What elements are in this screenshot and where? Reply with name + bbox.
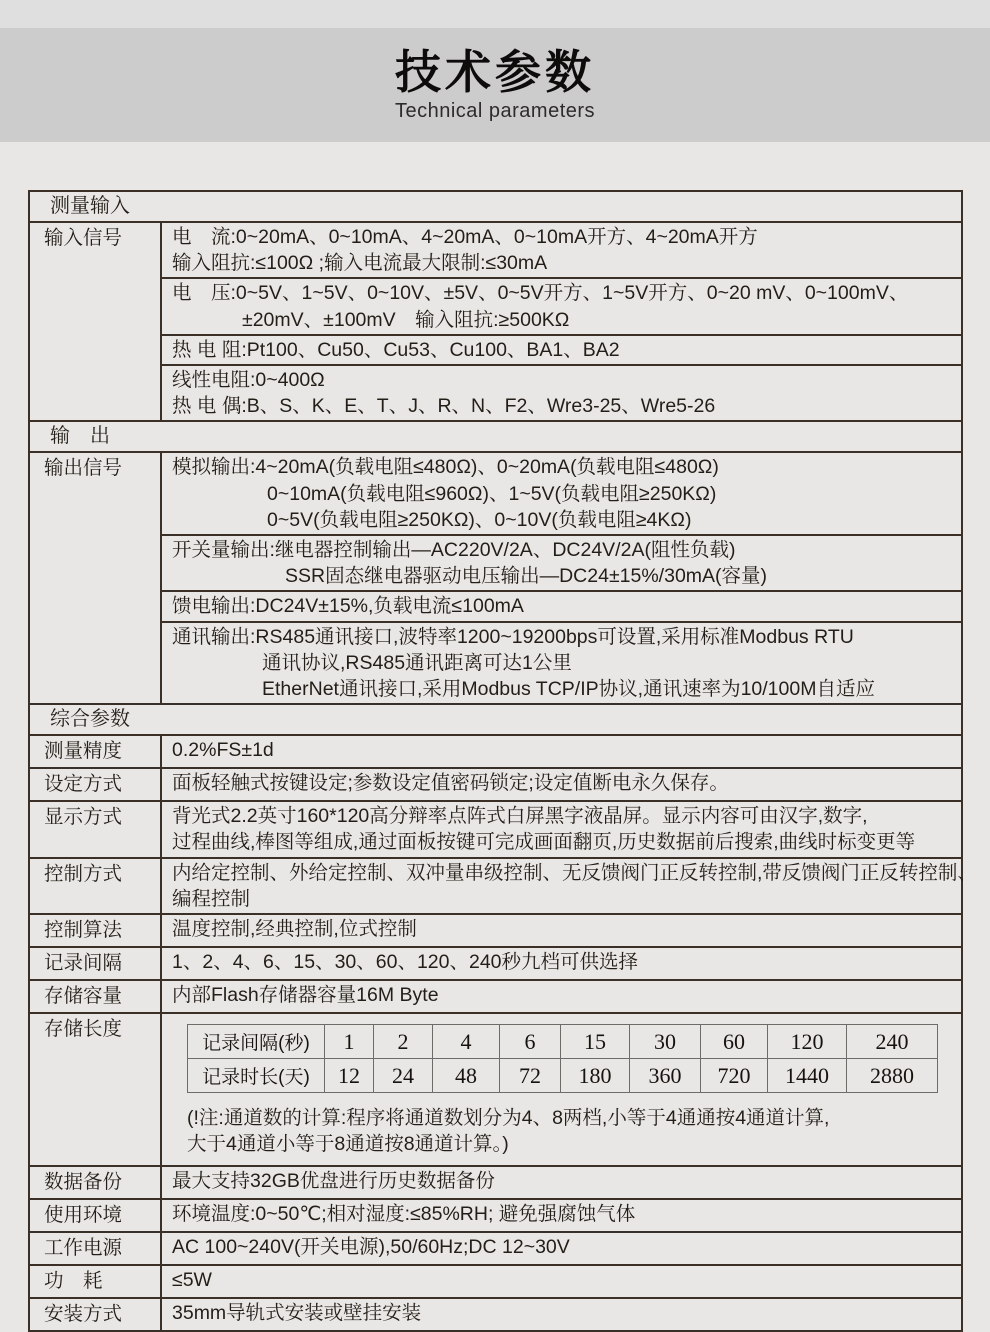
spec-text: 通讯协议,RS485通讯距离可达1公里	[262, 651, 572, 674]
subrow-feed-output	[162, 592, 961, 622]
row-input-signal	[28, 221, 963, 422]
spec-text: 通讯输出:RS485通讯接口,波特率1200~19200bps可设置,采用标准Modbus RTU	[172, 625, 854, 648]
row-label: 功 耗	[30, 1266, 162, 1297]
row-output-signal	[28, 451, 963, 705]
row-label: 控制方式	[30, 859, 162, 913]
row-label: 存储容量	[30, 981, 162, 1012]
section-measurement-input	[28, 190, 963, 223]
spec-text: 内部Flash存储器容量16M Byte	[172, 984, 439, 1007]
table-cell: 720	[701, 1059, 768, 1093]
table-cell: 2	[374, 1025, 433, 1059]
row-control-mode	[28, 857, 977, 915]
subrow-voltage	[162, 279, 961, 335]
section-title: 测量输入	[50, 195, 130, 217]
page-subtitle: Technical parameters	[394, 100, 596, 123]
spec-text: 电 流:0~20mA、0~10mA、4~20mA、0~10mA开方、4~20mA开方	[172, 226, 758, 248]
section-output	[28, 420, 963, 453]
subrow-analog-output	[162, 453, 961, 536]
row-display-mode	[28, 800, 963, 858]
row-label: 显示方式	[30, 802, 162, 856]
table-cell: 15	[561, 1025, 630, 1059]
row-storage-length	[28, 1012, 963, 1167]
spec-text: ≤5W	[172, 1269, 212, 1292]
spec-text: 输入阻抗:≤100Ω ;输入电流最大限制:≤30mA	[172, 252, 548, 275]
row-label: 输入信号	[30, 223, 162, 420]
spec-text: 1、2、4、6、15、30、60、120、240秒九档可供选择	[172, 951, 639, 974]
subrow-linear-thermocouple	[162, 366, 961, 420]
row-label: 设定方式	[30, 769, 162, 800]
row-label: 记录间隔	[30, 948, 162, 979]
row-power-consumption	[28, 1264, 963, 1299]
header-band	[0, 28, 990, 142]
table-row	[188, 1059, 938, 1093]
row-environment	[28, 1198, 963, 1233]
spec-text: 线性电阻:0~400Ω	[172, 369, 325, 392]
spec-table	[28, 190, 977, 1332]
row-label: 测量精度	[30, 736, 162, 767]
spec-text: 温度控制,经典控制,位式控制	[172, 918, 417, 941]
spec-text: SSR固态继电器驱动电压输出—DC24±15%/30mA(容量)	[285, 565, 768, 588]
table-cell: 360	[630, 1059, 701, 1093]
spec-text: ±20mV、±100mV 输入阻抗:≥500KΩ	[242, 308, 570, 331]
inner-col-header: 记录间隔(秒)	[188, 1025, 325, 1059]
table-cell: 30	[630, 1025, 701, 1059]
spec-text: 开关量输出:继电器控制输出—AC220V/2A、DC24V/2A(阻性负载)	[172, 539, 736, 562]
spec-text: 0~10mA(负载电阻≤960Ω)、1~5V(负载电阻≥250KΩ)	[267, 482, 717, 505]
row-label: 使用环境	[30, 1200, 162, 1231]
table-cell: 48	[433, 1059, 500, 1093]
row-label: 输出信号	[30, 453, 162, 703]
top-strip	[0, 0, 990, 28]
table-cell: 240	[847, 1025, 938, 1059]
spec-text: 内给定控制、外给定控制、双冲量串级控制、无反馈阀门正反转控制,带反馈阀门正反转控制、	[172, 861, 977, 884]
subrow-comm-output	[162, 623, 961, 704]
spec-text: 背光式2.2英寸160*120高分辩率点阵式白屏黑字液晶屏。显示内容可由汉字,数字,	[172, 805, 868, 828]
subrow-rtd	[162, 336, 961, 366]
spec-text: 35mm导轨式安装或壁挂安装	[172, 1302, 422, 1325]
spec-text: AC 100~240V(开关电源),50/60Hz;DC 12~30V	[172, 1236, 570, 1259]
inner-col-header: 记录时长(天)	[188, 1059, 325, 1093]
page-title: 技术参数	[395, 45, 595, 98]
row-label: 存储长度	[30, 1014, 162, 1165]
section-title: 输 出	[50, 425, 110, 448]
table-cell: 180	[561, 1059, 630, 1093]
subrow-switch-output	[162, 536, 961, 592]
row-accuracy	[28, 734, 963, 769]
row-label: 数据备份	[30, 1167, 162, 1198]
spec-text: 面板轻触式按键设定;参数设定值密码锁定;设定值断电永久保存。	[172, 772, 729, 795]
row-label: 安装方式	[30, 1299, 162, 1330]
spec-text: (!注:通道数的计算:程序将通道数划分为4、8两档,小等于4通通按4通道计算,	[187, 1107, 830, 1130]
table-cell: 4	[433, 1025, 500, 1059]
spec-text: 最大支持32GB优盘进行历史数据备份	[172, 1170, 495, 1193]
spec-text: 0~5V(负载电阻≥250KΩ)、0~10V(负载电阻≥4KΩ)	[267, 508, 692, 531]
table-cell: 2880	[847, 1059, 938, 1093]
row-setting-mode	[28, 767, 963, 802]
row-label: 控制算法	[30, 915, 162, 946]
section-general-params	[28, 703, 963, 736]
row-record-interval	[28, 946, 963, 981]
spec-text: 馈电输出:DC24V±15%,负载电流≤100mA	[172, 595, 524, 618]
spec-text: 大于4通道小等于8通道按8通道计算。)	[187, 1133, 509, 1156]
spec-text: 模拟输出:4~20mA(负载电阻≤480Ω)、0~20mA(负载电阻≤480Ω)	[172, 456, 719, 479]
row-control-algorithm	[28, 913, 963, 948]
storage-note	[187, 1105, 951, 1157]
table-cell: 12	[325, 1059, 374, 1093]
table-cell: 1	[325, 1025, 374, 1059]
spec-text: 过程曲线,棒图等组成,通过面板按键可完成画面翻页,历史数据前后搜索,曲线时标变更等	[172, 831, 916, 854]
spec-text: 环境温度:0~50℃;相对湿度:≤85%RH; 避免强腐蚀气体	[172, 1203, 636, 1226]
row-data-backup	[28, 1165, 963, 1200]
table-cell: 60	[701, 1025, 768, 1059]
spec-text: 0.2%FS±1d	[172, 739, 274, 762]
spec-text: EtherNet通讯接口,采用Modbus TCP/IP协议,通讯速率为10/100M自适应	[262, 678, 875, 701]
row-label: 工作电源	[30, 1233, 162, 1264]
row-mounting	[28, 1297, 963, 1332]
section-title: 综合参数	[50, 708, 130, 731]
row-storage-capacity	[28, 979, 963, 1014]
table-cell: 6	[500, 1025, 561, 1059]
table-cell: 72	[500, 1059, 561, 1093]
spec-text: 热 电 偶:B、S、K、E、T、J、R、N、F2、Wre3-25、Wre5-26	[172, 395, 716, 418]
subrow-current	[162, 223, 961, 279]
row-power-supply	[28, 1231, 963, 1266]
table-cell: 1440	[768, 1059, 847, 1093]
spec-text: 电 压:0~5V、1~5V、0~10V、±5V、0~5V开方、1~5V开方、0~20 mV、0~100mV、	[172, 282, 909, 305]
table-row	[188, 1025, 938, 1059]
spec-text: 热 电 阻:Pt100、Cu50、Cu53、Cu100、BA1、BA2	[172, 338, 620, 361]
spec-text: 编程控制	[172, 887, 251, 910]
table-cell: 24	[374, 1059, 433, 1093]
storage-length-table	[187, 1024, 938, 1093]
table-cell: 120	[768, 1025, 847, 1059]
